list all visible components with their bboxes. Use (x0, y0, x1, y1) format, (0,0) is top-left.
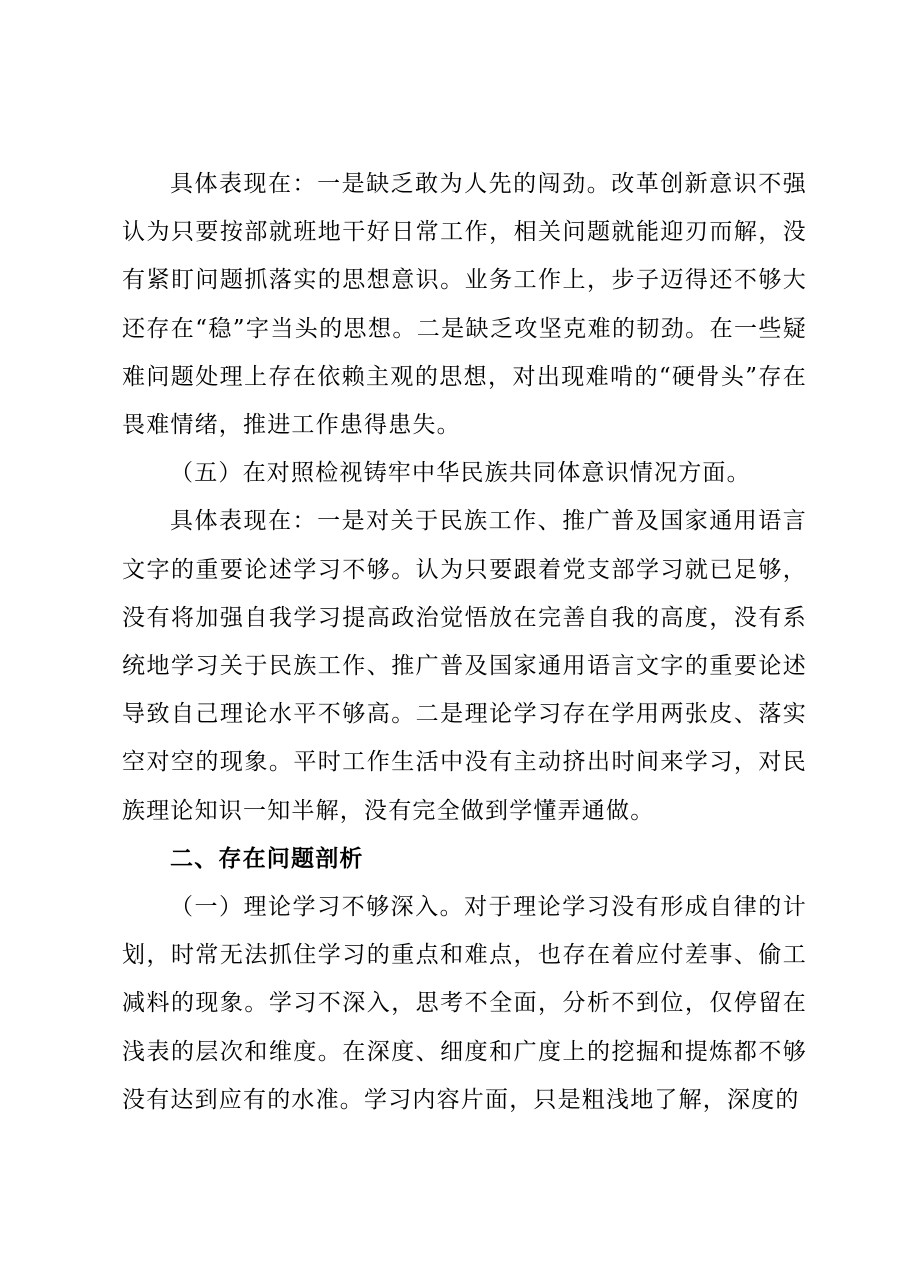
section-heading-problem-analysis: 二、存在问题剖析 (170, 844, 364, 872)
paragraph-performance-details: 具体表现在：一是缺乏敢为人先的闯劲。改革创新意识不强认为只要按部就班地干好日常工作，相关问题就能迎刃而解，没有紧盯问题抓落实的思想意识。业务工作上，步子迈得还不够大还存在“稳”字当头的思想。二是缺乏攻坚克难的韧劲。在一些疑难问题处理上存在依赖主观的思想，对出现难啃的“硬骨头”存在畏难情绪，推进工作患得患失。 (122, 171, 807, 439)
paragraph-theory-study: （一）理论学习不够深入。对于理论学习没有形成自律的计划，时常无法抓住学习的重点和难点，也存在着应付差事、偷工减料的现象。学习不深入，思考不全面，分析不到位，仅停留在浅表的层次和维度。在深度、细度和广度上的挖掘和提炼都不够没有达到应有的水准。学习内容片面，只是粗浅地了解，深度的 (122, 894, 807, 1113)
document-body (122, 160, 807, 1124)
section-heading-ethnic-unity: （五）在对照检视铸牢中华民族共同体意识情况方面。 (170, 460, 751, 487)
paragraph-ethnic-unity-details: 具体表现在：一是对关于民族工作、推广普及国家通用语言文字的重要论述学习不够。认为只要跟着党支部学习就已足够，没有将加强自我学习提高政治觉悟放在完善自我的高度，没有系统地学习关于民族工作、推广普及国家通用语言文字的重要论述导致自己理论水平不够高。二是理论学习存在学用两张皮、落实空对空的现象。平时工作生活中没有主动挤出时间来学习，对民族理论知识一知半解，没有完全做到学懂弄通做。 (122, 508, 807, 824)
